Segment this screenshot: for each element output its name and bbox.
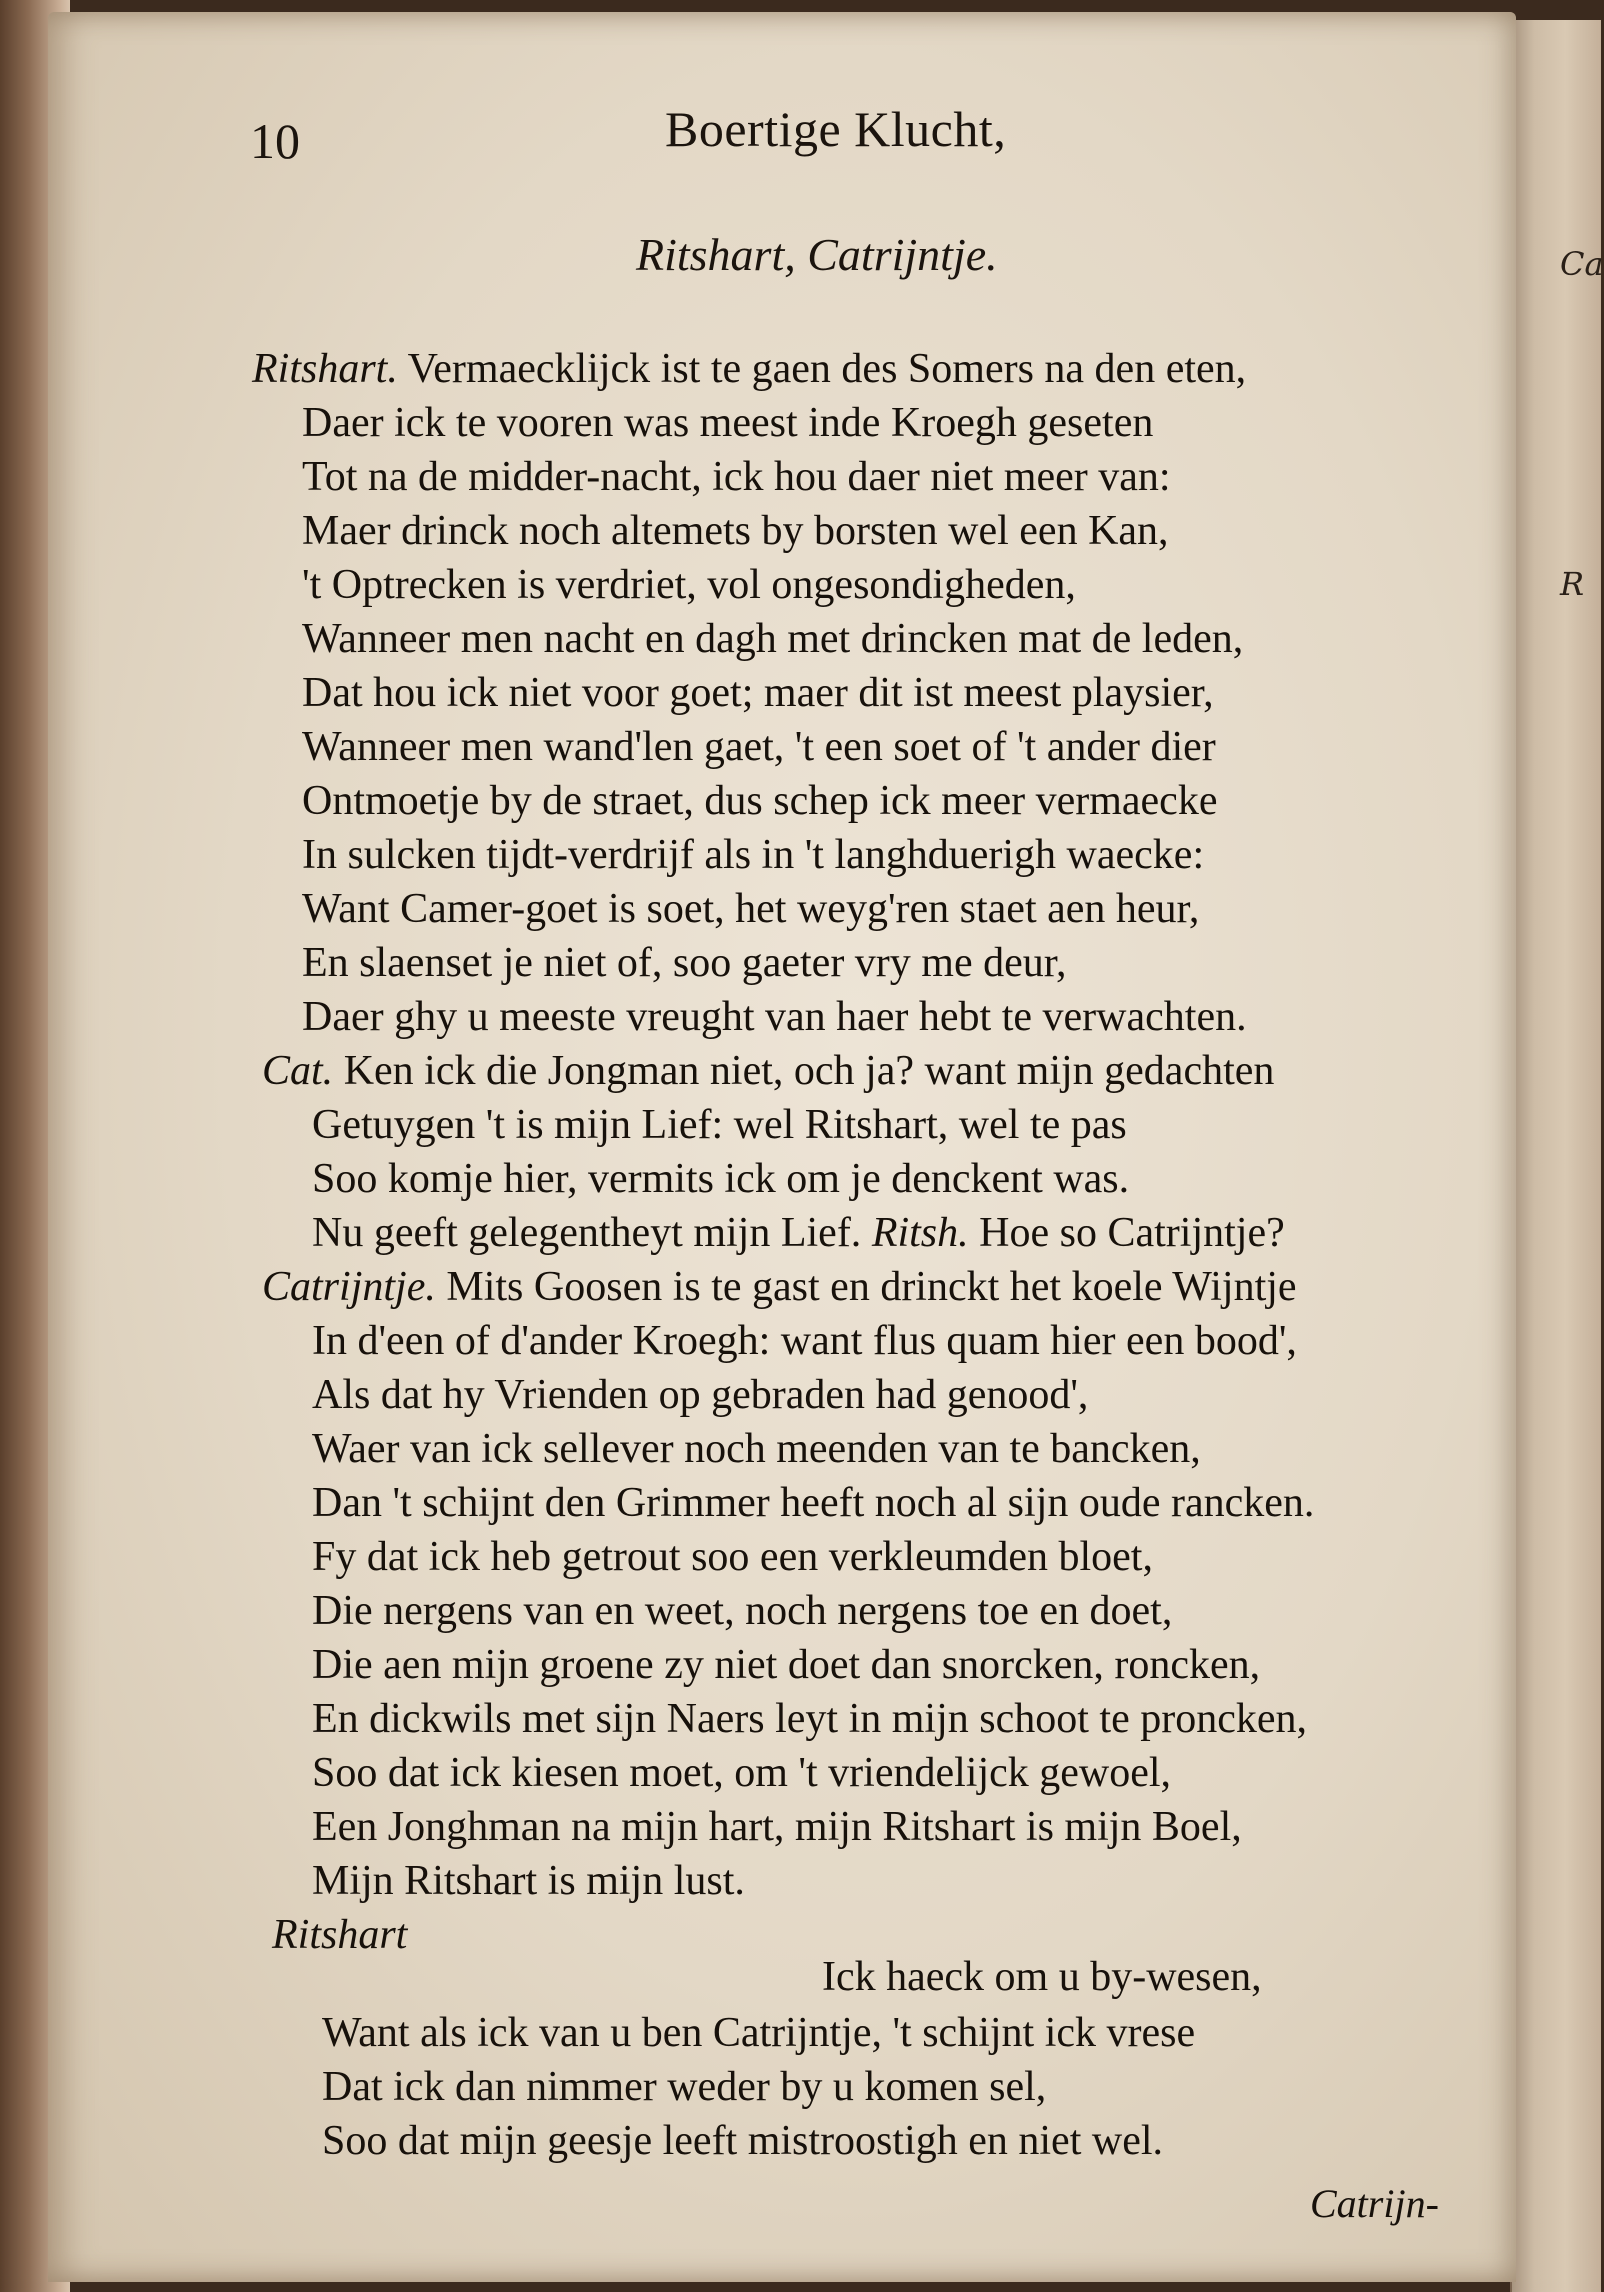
- verse-line: [252, 348, 1246, 390]
- facing-page-glyph: R: [1560, 565, 1585, 603]
- verse-text: In sulcken tijdt-verdrijf als in 't langhduerigh waecke:: [302, 832, 1205, 878]
- verse-text: Wanneer men wand'len gaet, 't een soet of 't ander dier: [302, 724, 1216, 770]
- verse-line: [312, 1698, 1307, 1740]
- verse-line: [312, 1806, 1242, 1848]
- verse-text: Ick haeck om u by-wesen,: [822, 1954, 1262, 2000]
- verse-line: [302, 834, 1204, 876]
- verse-text: Fy dat ick heb getrout soo een verkleumden bloet,: [312, 1534, 1153, 1580]
- catchword: Catrijn-: [1310, 2181, 1439, 2226]
- facing-page-edge: [1510, 20, 1601, 2292]
- speaker-name: Ritsh.: [871, 1210, 969, 1256]
- verse-text: Want als ick van u ben Catrijntje, 't schijnt ick vrese: [322, 2010, 1196, 2056]
- verse-line: [262, 1266, 1297, 1308]
- verse-line: [312, 1860, 745, 1902]
- verse-line: [312, 1158, 1129, 1200]
- scene-title: Ritshart, Catrijntje.: [636, 229, 998, 280]
- facing-page-glyph: Ca: [1560, 245, 1604, 283]
- speaker-name: Ritshart.: [252, 346, 398, 392]
- verse-line: [322, 2120, 1163, 2162]
- verse-line: [312, 1212, 1285, 1254]
- verse-line: [302, 888, 1199, 930]
- verse-text: Mits Goosen is te gast en drinckt het koele Wijntje: [446, 1264, 1297, 1310]
- verse-line: [272, 1914, 407, 1956]
- verse-line: [312, 1428, 1201, 1470]
- verse-line: [302, 672, 1214, 714]
- verse-text: Soo dat ick kiesen moet, om 't vriendelijck gewoel,: [312, 1750, 1172, 1796]
- verse-text: Tot na de midder-nacht, ick hou daer niet meer van:: [302, 454, 1171, 500]
- page-number: 10: [250, 113, 300, 169]
- verse-text: Dat ick dan nimmer weder by u komen sel,: [322, 2064, 1047, 2110]
- verse-line: [312, 1644, 1260, 1686]
- verse-line: [322, 2012, 1195, 2054]
- verse-line: [302, 456, 1171, 498]
- verse-line: [312, 1590, 1172, 1632]
- verse-text: Die aen mijn groene zy niet doet dan snorcken, roncken,: [312, 1642, 1261, 1688]
- verse-text: Getuygen 't is mijn Lief: wel Ritshart, wel te pas: [312, 1102, 1127, 1148]
- speaker-name: Cat.: [262, 1048, 334, 1094]
- speaker-name: Ritshart: [272, 1912, 408, 1958]
- verse-line: [302, 618, 1243, 660]
- verse-line: [302, 726, 1216, 768]
- verse-text: Soo komje hier, vermits ick om je denckent was.: [312, 1156, 1130, 1202]
- verse-text: Vermaecklijck ist te gaen des Somers na den eten,: [407, 346, 1247, 392]
- verse-text: Die nergens van en weet, noch nergens toe en doet,: [312, 1588, 1173, 1634]
- verse-line: [302, 780, 1217, 822]
- verse-text: Daer ick te vooren was meest inde Kroegh geseten: [302, 400, 1154, 446]
- verse-text: Want Camer-goet is soet, het weyg'ren staet aen heur,: [302, 886, 1200, 932]
- verse-text: Hoe so Catrijntje?: [979, 1210, 1285, 1256]
- speaker-name: Catrijntje.: [262, 1264, 436, 1310]
- verse-text: Waer van ick sellever noch meenden van te bancken,: [312, 1426, 1201, 1472]
- verse-text: Nu geeft gelegentheyt mijn Lief.: [312, 1210, 862, 1256]
- verse-line: [302, 564, 1076, 606]
- verse-line: [302, 402, 1153, 444]
- verse-text: Soo dat mijn geesje leeft mistroostigh en niet wel.: [322, 2118, 1164, 2164]
- verse-line: [312, 1752, 1171, 1794]
- verse-line: [312, 1320, 1297, 1362]
- verse-text: Mijn Ritshart is mijn lust.: [312, 1858, 745, 1904]
- verse-text: Een Jonghman na mijn hart, mijn Ritshart is mijn Boel,: [312, 1804, 1242, 1850]
- verse-text: Daer ghy u meeste vreught van haer hebt te verwachten.: [302, 994, 1247, 1040]
- verse-line: [302, 996, 1247, 1038]
- verse-line: [302, 942, 1067, 984]
- verse-text: Dan 't schijnt den Grimmer heeft noch al sijn oude rancken.: [312, 1480, 1315, 1526]
- verse-text: 't Optrecken is verdriet, vol ongesondigheden,: [302, 562, 1076, 608]
- verse-line: [312, 1374, 1088, 1416]
- verse-line: [322, 2066, 1046, 2108]
- running-head: Boertige Klucht,: [665, 101, 1007, 157]
- verse-line: [312, 1536, 1153, 1578]
- verse-line: [302, 510, 1169, 552]
- verse-text: En slaenset je niet of, soo gaeter vry me deur,: [302, 940, 1067, 986]
- verse-text: Als dat hy Vrienden op gebraden had genood',: [312, 1372, 1089, 1418]
- verse-text: Dat hou ick niet voor goet; maer dit ist meest playsier,: [302, 670, 1214, 716]
- verse-text: Maer drinck noch altemets by borsten wel een Kan,: [302, 508, 1169, 554]
- verse-line: [312, 1482, 1314, 1524]
- verse-text: Wanneer men nacht en dagh met drincken mat de leden,: [302, 616, 1244, 662]
- verse-text: Ken ick die Jongman niet, och ja? want mijn gedachten: [343, 1048, 1275, 1094]
- verse-text: In d'een of d'ander Kroegh: want flus quam hier een bood',: [312, 1318, 1297, 1364]
- verse-text: Ontmoetje by de straet, dus schep ick meer vermaecke: [302, 778, 1218, 824]
- verse-line: [312, 1104, 1127, 1146]
- verse-line: [262, 1050, 1274, 1092]
- verse-line: [822, 1956, 1262, 1998]
- verse-text: En dickwils met sijn Naers leyt in mijn schoot te proncken,: [312, 1696, 1307, 1742]
